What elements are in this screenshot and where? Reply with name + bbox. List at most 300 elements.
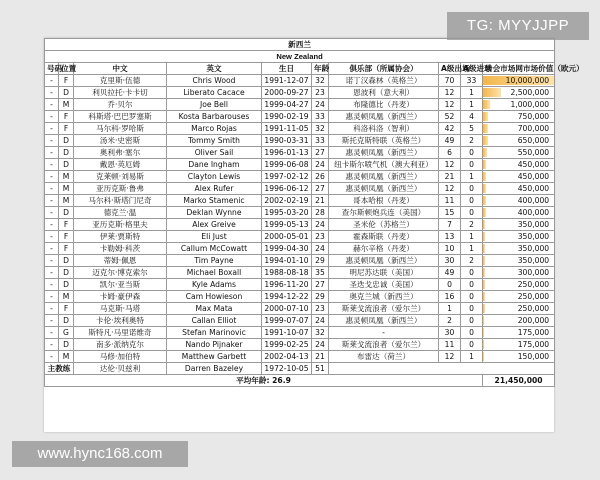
player-name-cn: 克莱顿·刘易斯 — [74, 171, 167, 183]
table-row — [45, 339, 555, 351]
header-market-value: 转会市场网市场价值（欧元） — [483, 63, 555, 75]
roster-sheet — [44, 38, 584, 432]
player-name-en: Marco Rojas — [167, 123, 262, 135]
player-name-en: Callan Elliot — [167, 315, 262, 327]
footer-row — [45, 375, 555, 387]
player-number: - — [45, 183, 59, 195]
table-row — [45, 303, 555, 315]
table-row — [45, 147, 555, 159]
player-market-value: 400,000 — [517, 207, 550, 217]
player-club: 明尼苏达联（美国） — [329, 267, 439, 279]
player-goals: 0 — [461, 183, 483, 195]
player-market-value: 2,500,000 — [510, 87, 550, 97]
player-birthday: 1999-07-07 — [262, 315, 312, 327]
player-birthday: 1991-10-07 — [262, 327, 312, 339]
player-caps: 12 — [439, 99, 461, 111]
player-name-cn: 迈克尔·博克索尔 — [74, 267, 167, 279]
player-birthday: 1991-11-05 — [262, 123, 312, 135]
player-caps: 2 — [439, 315, 461, 327]
player-name-en: Matthew Garbett — [167, 351, 262, 363]
table-row — [45, 87, 555, 99]
player-birthday: 2000-05-01 — [262, 231, 312, 243]
player-club: 布雷达（荷兰） — [329, 351, 439, 363]
player-market-value: 350,000 — [517, 219, 550, 229]
player-club: 诺丁汉森林（英格兰） — [329, 75, 439, 87]
player-market-value-cell — [483, 327, 555, 339]
player-caps: 12 — [439, 159, 461, 171]
player-number: - — [45, 303, 59, 315]
player-caps: 49 — [439, 267, 461, 279]
player-market-value: 450,000 — [517, 159, 550, 169]
table-row — [45, 75, 555, 87]
player-name-en: Deklan Wynne — [167, 207, 262, 219]
player-goals: 0 — [461, 195, 483, 207]
player-caps: 30 — [439, 327, 461, 339]
player-name-en: Max Mata — [167, 303, 262, 315]
player-name-cn: 卡伦·埃利奥特 — [74, 315, 167, 327]
player-birthday: 1999-04-30 — [262, 243, 312, 255]
player-name-en: Marko Stamenic — [167, 195, 262, 207]
player-market-value: 650,000 — [517, 135, 550, 145]
player-club: 科洛科洛（智利） — [329, 123, 439, 135]
player-market-value-cell — [483, 231, 555, 243]
player-name-cn: 奥利弗·塞尔 — [74, 147, 167, 159]
table-row — [45, 99, 555, 111]
player-market-value: 350,000 — [517, 243, 550, 253]
player-club: 纽卡斯尔喷气机（澳大利亚） — [329, 159, 439, 171]
player-position: M — [59, 99, 74, 111]
player-age: 33 — [312, 111, 329, 123]
coach-age: 51 — [312, 363, 329, 375]
player-market-value: 200,000 — [517, 315, 550, 325]
player-goals: 2 — [461, 255, 483, 267]
player-position: D — [59, 87, 74, 99]
player-goals: 1 — [461, 87, 483, 99]
player-number: - — [45, 267, 59, 279]
player-market-value: 350,000 — [517, 231, 550, 241]
player-market-value: 400,000 — [517, 195, 550, 205]
player-position: F — [59, 219, 74, 231]
player-age: 32 — [312, 327, 329, 339]
player-market-value: 700,000 — [517, 123, 550, 133]
player-caps: 16 — [439, 291, 461, 303]
player-name-en: Michael Boxall — [167, 267, 262, 279]
player-name-cn: 马修·加伯特 — [74, 351, 167, 363]
player-market-value-cell — [483, 171, 555, 183]
total-market-value: 21,450,000 — [483, 375, 555, 387]
player-birthday: 1994-01-10 — [262, 255, 312, 267]
player-goals: 1 — [461, 99, 483, 111]
player-name-cn: 克里斯·伍德 — [74, 75, 167, 87]
coach-birthday: 1972-10-05 — [262, 363, 312, 375]
coach-row — [45, 363, 555, 375]
player-name-en: Kyle Adams — [167, 279, 262, 291]
player-position: D — [59, 255, 74, 267]
player-club: 惠灵顿凤凰（新西兰） — [329, 315, 439, 327]
player-caps: 6 — [439, 147, 461, 159]
table-row — [45, 279, 555, 291]
player-club: 斯莱戈流浪者（爱尔兰） — [329, 339, 439, 351]
player-caps: 13 — [439, 231, 461, 243]
player-number: - — [45, 339, 59, 351]
player-market-value: 1,000,000 — [510, 99, 550, 109]
player-club: 圣米伦（苏格兰） — [329, 219, 439, 231]
player-market-value-cell — [483, 279, 555, 291]
player-market-value-cell — [483, 291, 555, 303]
player-club: 布隆德比（丹麦） — [329, 99, 439, 111]
player-club: 赫尔辛格（丹麦） — [329, 243, 439, 255]
player-number: - — [45, 219, 59, 231]
header-name-en: 英文 — [167, 63, 262, 75]
player-market-value-cell — [483, 195, 555, 207]
player-name-cn: 南多·派纳克尔 — [74, 339, 167, 351]
player-age: 28 — [312, 207, 329, 219]
player-birthday: 2000-09-27 — [262, 87, 312, 99]
player-club: 奥克兰城（新西兰） — [329, 291, 439, 303]
player-market-value-cell — [483, 87, 555, 99]
player-caps: 52 — [439, 111, 461, 123]
player-number: - — [45, 207, 59, 219]
player-position: D — [59, 267, 74, 279]
player-goals: 0 — [461, 315, 483, 327]
player-market-value-cell — [483, 159, 555, 171]
player-market-value-cell — [483, 267, 555, 279]
player-goals: 0 — [461, 327, 483, 339]
player-name-en: Chris Wood — [167, 75, 262, 87]
player-number: - — [45, 195, 59, 207]
player-market-value-cell — [483, 75, 555, 87]
player-club: 查尔斯顿炮兵连（美国） — [329, 207, 439, 219]
player-position: D — [59, 207, 74, 219]
player-name-cn: 伊莱·贾斯特 — [74, 231, 167, 243]
player-market-value-cell — [483, 315, 555, 327]
player-goals: 0 — [461, 207, 483, 219]
player-caps: 70 — [439, 75, 461, 87]
player-goals: 33 — [461, 75, 483, 87]
table-row — [45, 327, 555, 339]
player-club: 惠灵顿凤凰（新西兰） — [329, 255, 439, 267]
player-number: - — [45, 171, 59, 183]
player-name-en: Joe Bell — [167, 99, 262, 111]
player-name-en: Tim Payne — [167, 255, 262, 267]
player-caps: 12 — [439, 183, 461, 195]
player-market-value-cell — [483, 99, 555, 111]
player-age: 27 — [312, 147, 329, 159]
player-goals: 5 — [461, 123, 483, 135]
header-name-cn: 中文 — [74, 63, 167, 75]
player-number: - — [45, 135, 59, 147]
player-market-value-cell — [483, 123, 555, 135]
player-caps: 1 — [439, 303, 461, 315]
player-birthday: 1994-12-22 — [262, 291, 312, 303]
player-position: M — [59, 183, 74, 195]
player-age: 24 — [312, 339, 329, 351]
player-caps: 49 — [439, 135, 461, 147]
table-row — [45, 291, 555, 303]
player-market-value-cell — [483, 255, 555, 267]
player-position: F — [59, 231, 74, 243]
table-row — [45, 135, 555, 147]
header-caps: A级出场 — [439, 63, 461, 75]
player-name-en: Tommy Smith — [167, 135, 262, 147]
player-age: 24 — [312, 99, 329, 111]
player-club: 斯托克斯特联（英格兰） — [329, 135, 439, 147]
coach-empty — [329, 363, 555, 375]
player-position: D — [59, 339, 74, 351]
player-caps: 12 — [439, 87, 461, 99]
player-club: 圣迭戈忠诚（美国） — [329, 279, 439, 291]
player-goals: 0 — [461, 339, 483, 351]
player-age: 32 — [312, 123, 329, 135]
player-club: 霍森斯联（丹麦） — [329, 231, 439, 243]
player-position: D — [59, 147, 74, 159]
header-position: 位置 — [59, 63, 74, 75]
player-birthday: 1991-12-07 — [262, 75, 312, 87]
player-market-value-cell — [483, 339, 555, 351]
header-age: 年龄 — [312, 63, 329, 75]
player-market-value-cell — [483, 207, 555, 219]
player-birthday: 1997-02-12 — [262, 171, 312, 183]
player-club: - — [329, 327, 439, 339]
table-row — [45, 195, 555, 207]
player-age: 24 — [312, 243, 329, 255]
player-caps: 15 — [439, 207, 461, 219]
table-row — [45, 123, 555, 135]
player-age: 27 — [312, 279, 329, 291]
player-goals: 1 — [461, 351, 483, 363]
player-name-cn: 亚历克斯·格里夫 — [74, 219, 167, 231]
player-age: 32 — [312, 75, 329, 87]
table-row — [45, 111, 555, 123]
player-birthday: 1999-06-08 — [262, 159, 312, 171]
player-number: - — [45, 279, 59, 291]
player-caps: 11 — [439, 339, 461, 351]
player-name-cn: 蒂姆·佩恩 — [74, 255, 167, 267]
table-row — [45, 315, 555, 327]
player-name-cn: 卡勒姆·科茨 — [74, 243, 167, 255]
player-club: 惠灵顿凤凰（新西兰） — [329, 183, 439, 195]
title-chinese: 新西兰 — [45, 39, 555, 51]
player-position: M — [59, 351, 74, 363]
player-number: - — [45, 327, 59, 339]
player-caps: 7 — [439, 219, 461, 231]
coach-label: 主教练 — [45, 363, 74, 375]
player-name-en: Callum McCowatt — [167, 243, 262, 255]
player-number: - — [45, 123, 59, 135]
player-name-cn: 马尔科·罗哈斯 — [74, 123, 167, 135]
player-caps: 30 — [439, 255, 461, 267]
player-market-value-cell — [483, 219, 555, 231]
player-position: F — [59, 243, 74, 255]
player-birthday: 1990-03-31 — [262, 135, 312, 147]
player-age: 27 — [312, 183, 329, 195]
player-name-cn: 德克兰·温 — [74, 207, 167, 219]
player-goals: 4 — [461, 111, 483, 123]
table-row — [45, 219, 555, 231]
player-name-en: Cam Howieson — [167, 291, 262, 303]
header-number: 号码 — [45, 63, 59, 75]
player-goals: 1 — [461, 171, 483, 183]
player-market-value: 450,000 — [517, 183, 550, 193]
player-market-value: 450,000 — [517, 171, 550, 181]
player-birthday: 1988-08-18 — [262, 267, 312, 279]
player-position: G — [59, 327, 74, 339]
player-goals: 0 — [461, 279, 483, 291]
player-position: D — [59, 135, 74, 147]
player-caps: 0 — [439, 279, 461, 291]
table-row — [45, 159, 555, 171]
table-row — [45, 171, 555, 183]
player-market-value-cell — [483, 147, 555, 159]
player-goals: 0 — [461, 291, 483, 303]
table-row — [45, 183, 555, 195]
player-name-cn: 亚历克斯·鲁弗 — [74, 183, 167, 195]
player-market-value-cell — [483, 243, 555, 255]
player-market-value: 300,000 — [517, 267, 550, 277]
player-goals: 0 — [461, 267, 483, 279]
player-name-en: Kosta Barbarouses — [167, 111, 262, 123]
player-goals: 0 — [461, 147, 483, 159]
player-age: 24 — [312, 159, 329, 171]
player-market-value-cell — [483, 303, 555, 315]
player-goals: 1 — [461, 243, 483, 255]
table-row — [45, 243, 555, 255]
player-name-cn: 卡姆·豪伊森 — [74, 291, 167, 303]
player-market-value: 250,000 — [517, 279, 550, 289]
player-age: 24 — [312, 219, 329, 231]
player-name-en: Liberato Cacace — [167, 87, 262, 99]
player-market-value: 250,000 — [517, 291, 550, 301]
player-market-value-cell — [483, 111, 555, 123]
table-row — [45, 231, 555, 243]
player-birthday: 1995-03-20 — [262, 207, 312, 219]
player-club: 惠灵顿凤凰（新西兰） — [329, 147, 439, 159]
player-market-value: 175,000 — [517, 327, 550, 337]
player-number: - — [45, 255, 59, 267]
player-birthday: 1999-05-13 — [262, 219, 312, 231]
player-market-value: 150,000 — [517, 351, 550, 361]
player-number: - — [45, 87, 59, 99]
player-number: - — [45, 99, 59, 111]
player-club: 哥本哈根（丹麦） — [329, 195, 439, 207]
player-birthday: 1999-04-27 — [262, 99, 312, 111]
player-age: 35 — [312, 267, 329, 279]
player-age: 21 — [312, 351, 329, 363]
player-goals: 2 — [461, 219, 483, 231]
player-position: D — [59, 315, 74, 327]
header-goals: A级进球 — [461, 63, 483, 75]
player-market-value: 350,000 — [517, 255, 550, 265]
telegram-watermark: TG: MYYJJPP — [447, 12, 589, 40]
player-position: M — [59, 291, 74, 303]
player-market-value: 750,000 — [517, 111, 550, 121]
player-market-value-cell — [483, 183, 555, 195]
player-age: 29 — [312, 255, 329, 267]
player-name-cn: 凯尔·亚当斯 — [74, 279, 167, 291]
player-position: M — [59, 171, 74, 183]
site-watermark: www.hync168.com — [12, 441, 188, 467]
player-name-en: Alex Greive — [167, 219, 262, 231]
player-position: M — [59, 195, 74, 207]
coach-name-cn: 达伦·贝兹利 — [74, 363, 167, 375]
average-age: 平均年龄: 26.9 — [45, 375, 483, 387]
player-caps: 12 — [439, 351, 461, 363]
player-name-cn: 利贝拉托·卡卡切 — [74, 87, 167, 99]
player-position: F — [59, 111, 74, 123]
player-number: - — [45, 291, 59, 303]
player-name-en: Nando Pijnaker — [167, 339, 262, 351]
title-english: New Zealand — [45, 51, 555, 63]
player-caps: 21 — [439, 171, 461, 183]
player-number: - — [45, 315, 59, 327]
table-row — [45, 267, 555, 279]
coach-name-en: Darren Bazeley — [167, 363, 262, 375]
player-caps: 10 — [439, 243, 461, 255]
player-age: 29 — [312, 291, 329, 303]
player-club: 惠灵顿凤凰（新西兰） — [329, 171, 439, 183]
player-age: 23 — [312, 87, 329, 99]
player-club: 恩波利（意大利） — [329, 87, 439, 99]
player-age: 24 — [312, 315, 329, 327]
player-position: F — [59, 123, 74, 135]
header-birthday: 生日 — [262, 63, 312, 75]
player-birthday: 2002-04-13 — [262, 351, 312, 363]
player-birthday: 1999-02-25 — [262, 339, 312, 351]
player-birthday: 1996-11-20 — [262, 279, 312, 291]
player-market-value: 550,000 — [517, 147, 550, 157]
roster-table — [44, 38, 584, 387]
player-name-cn: 斯特凡·马里诺维奇 — [74, 327, 167, 339]
player-goals: 2 — [461, 135, 483, 147]
player-caps: 11 — [439, 195, 461, 207]
player-name-cn: 马尔科·斯塔门尼奇 — [74, 195, 167, 207]
table-row — [45, 351, 555, 363]
table-row — [45, 255, 555, 267]
player-name-cn: 乔·贝尔 — [74, 99, 167, 111]
player-position: D — [59, 279, 74, 291]
player-birthday: 1990-02-19 — [262, 111, 312, 123]
player-birthday: 2002-02-19 — [262, 195, 312, 207]
player-age: 26 — [312, 171, 329, 183]
player-name-cn: 戴恩·英厄姆 — [74, 159, 167, 171]
player-market-value-cell — [483, 135, 555, 147]
player-market-value: 10,000,000 — [505, 75, 550, 85]
player-market-value-cell — [483, 351, 555, 363]
player-name-en: Stefan Marinovic — [167, 327, 262, 339]
player-goals: 1 — [461, 231, 483, 243]
player-name-cn: 汤米·史密斯 — [74, 135, 167, 147]
player-age: 21 — [312, 195, 329, 207]
player-age: 23 — [312, 303, 329, 315]
player-birthday: 2000-07-10 — [262, 303, 312, 315]
header-club: 俱乐部（所属协会） — [329, 63, 439, 75]
player-name-en: Oliver Sail — [167, 147, 262, 159]
player-name-en: Alex Rufer — [167, 183, 262, 195]
market-value-bar — [483, 352, 484, 361]
player-goals: 0 — [461, 303, 483, 315]
player-caps: 42 — [439, 123, 461, 135]
player-birthday: 1996-01-13 — [262, 147, 312, 159]
player-market-value: 175,000 — [517, 339, 550, 349]
player-number: - — [45, 243, 59, 255]
player-number: - — [45, 351, 59, 363]
player-number: - — [45, 75, 59, 87]
player-name-cn: 马克斯·马塔 — [74, 303, 167, 315]
player-birthday: 1996-06-12 — [262, 183, 312, 195]
player-club: 斯莱戈流浪者（爱尔兰） — [329, 303, 439, 315]
player-age: 23 — [312, 231, 329, 243]
header-row — [45, 63, 555, 75]
